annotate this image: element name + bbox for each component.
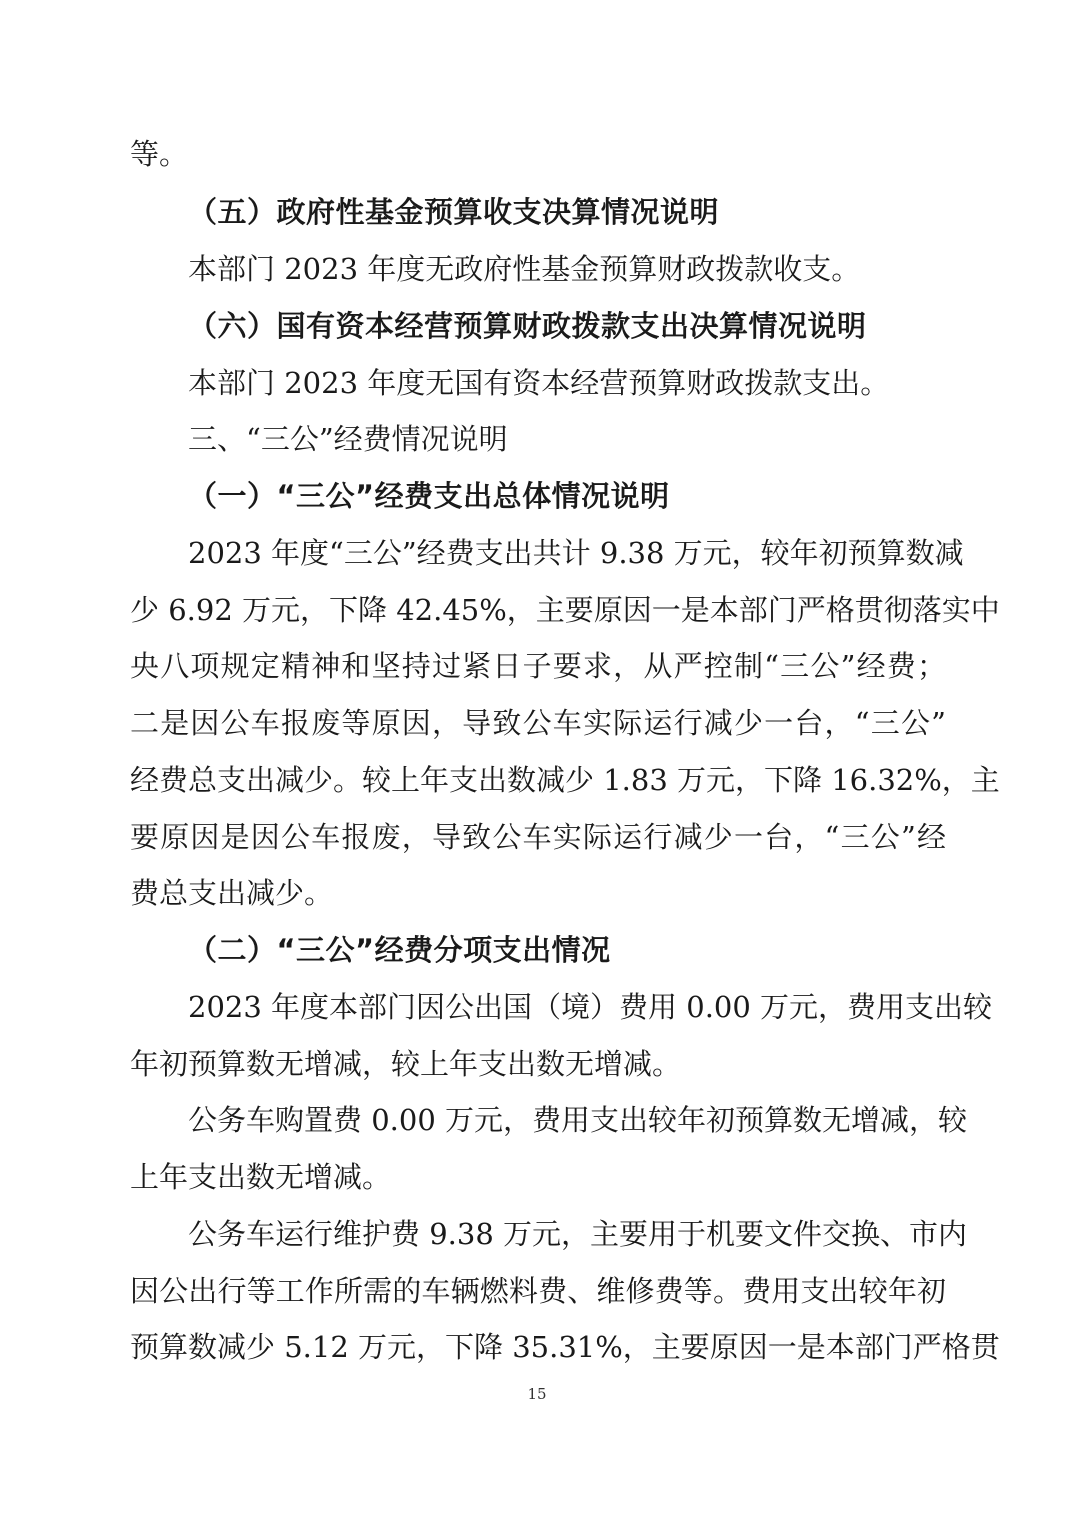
section-heading-1: （一）“三公”经费支出总体情况说明 [188, 479, 670, 513]
paragraph-line: 央八项规定精神和坚持过紧日子要求，从严控制“三公”经费； [130, 649, 946, 683]
paragraph-line: 2023 年度“三公”经费支出共计 9.38 万元，较年初预算数减 [188, 536, 964, 570]
paragraph-line: 要原因是因公车报废，导致公车实际运行减少一台，“三公”经 [130, 820, 946, 854]
paragraph-line: 年初预算数无增减，较上年支出数无增减。 [130, 1047, 682, 1081]
paragraph-line: 公务车运行维护费 9.38 万元，主要用于机要文件交换、市内 [188, 1217, 968, 1251]
paragraph-line: 本部门 2023 年度无政府性基金预算财政拨款收支。 [188, 252, 861, 286]
paragraph-line: 少 6.92 万元，下降 42.45%，主要原因一是本部门严格贯彻落实中 [130, 593, 1000, 627]
paragraph-line: 上年支出数无增减。 [130, 1160, 392, 1194]
paragraph-line: 经费总支出减少。较上年支出数减少 1.83 万元，下降 16.32%，主 [130, 763, 1000, 797]
section-heading-6: （六）国有资本经营预算财政拨款支出决算情况说明 [188, 309, 867, 343]
paragraph-line: 二是因公车报废等原因，导致公车实际运行减少一台，“三公” [130, 706, 946, 740]
section-heading-5: （五）政府性基金预算收支决算情况说明 [188, 195, 720, 229]
paragraph-line: 2023 年度本部门因公出国（境）费用 0.00 万元，费用支出较 [188, 990, 993, 1024]
text-line-continuation: 等。 [130, 137, 189, 171]
paragraph-line: 本部门 2023 年度无国有资本经营预算财政拨款支出。 [188, 366, 890, 400]
paragraph-line: 因公出行等工作所需的车辆燃料费、维修费等。费用支出较年初 [130, 1274, 946, 1308]
paragraph-line: 费总支出减少。 [130, 876, 334, 910]
paragraph-line: 公务车购置费 0.00 万元，费用支出较年初预算数无增减，较 [188, 1103, 968, 1137]
chapter-heading-3: 三、“三公”经费情况说明 [188, 422, 508, 456]
section-heading-2: （二）“三公”经费分项支出情况 [188, 933, 611, 967]
page-number: 15 [527, 1385, 547, 1403]
paragraph-line: 预算数减少 5.12 万元，下降 35.31%，主要原因一是本部门严格贯 [130, 1330, 1000, 1364]
